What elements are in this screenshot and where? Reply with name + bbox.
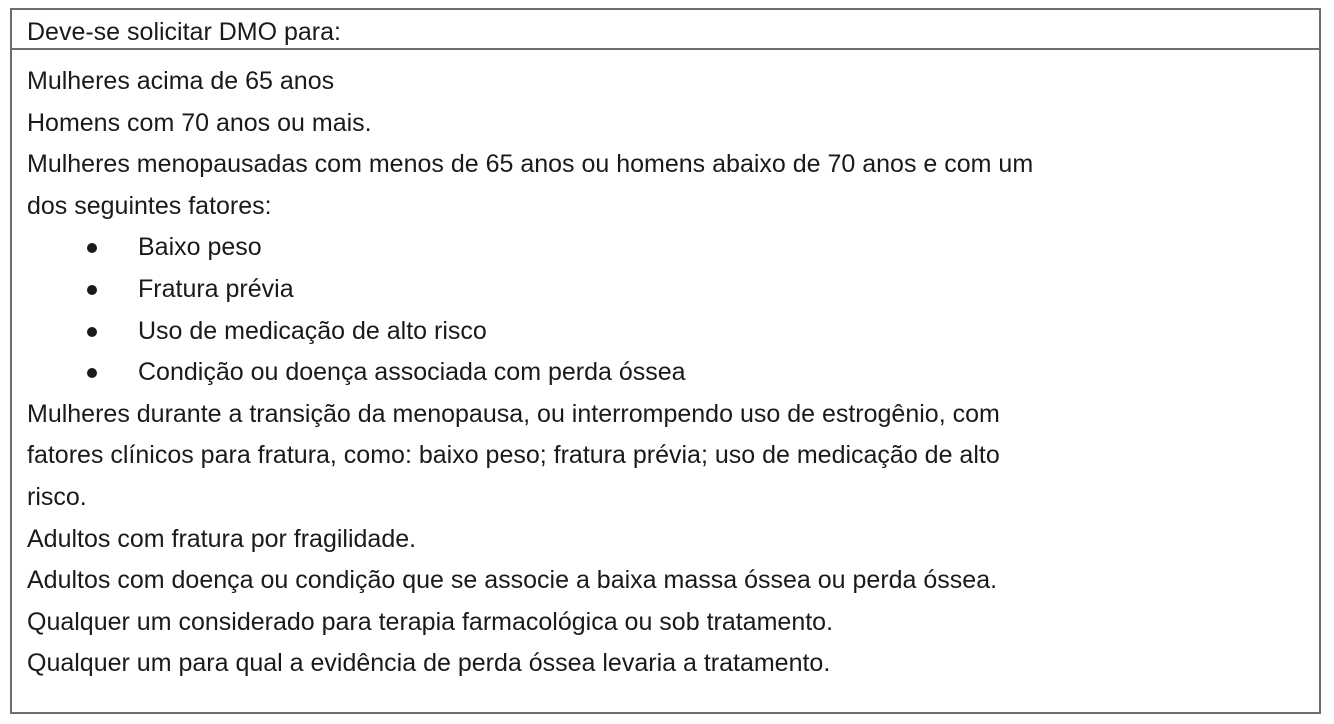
table-body-cell xyxy=(12,50,1319,685)
criterion-line: fatores clínicos para fratura, como: baixo peso; fratura prévia; uso de medicação de alto xyxy=(27,441,1000,470)
bullet-dot-icon xyxy=(87,285,97,295)
cropped-text-remnant xyxy=(196,0,456,3)
risk-factor-item xyxy=(27,269,1319,311)
criterion-line: Qualquer um para qual a evidência de perda óssea levaria a tratamento. xyxy=(27,649,831,678)
bullet-dot-icon xyxy=(87,327,97,337)
risk-factor-item xyxy=(27,311,1319,353)
table-header: Deve-se solicitar DMO para: xyxy=(12,10,1319,50)
criterion-line: Homens com 70 anos ou mais. xyxy=(27,108,372,137)
criterion-line: Adultos com doença ou condição que se associe a baixa massa óssea ou perda óssea. xyxy=(27,566,998,595)
criterion-line: Qualquer um considerado para terapia farmacológica ou sob tratamento. xyxy=(27,607,834,636)
criterion-line: Mulheres menopausadas com menos de 65 anos ou homens abaixo de 70 anos e com um xyxy=(27,150,1034,179)
criterion-line: Mulheres durante a transição da menopausa, ou interrompendo uso de estrogênio, com xyxy=(27,399,1000,428)
risk-factor-label: Fratura prévia xyxy=(138,274,294,303)
risk-factor-list xyxy=(27,227,1319,393)
criterion-line: risco. xyxy=(27,482,87,511)
risk-factor-item xyxy=(27,227,1319,269)
risk-factor-label: Uso de medicação de alto risco xyxy=(138,316,487,345)
risk-factor-label: Condição ou doença associada com perda óssea xyxy=(138,358,686,387)
cropped-text-above xyxy=(196,0,456,3)
criterion-line: dos seguintes fatores: xyxy=(27,191,272,220)
criterion-line: Mulheres acima de 65 anos xyxy=(27,67,335,95)
bullet-dot-icon xyxy=(87,243,97,253)
criterion-line: Adultos com fratura por fragilidade. xyxy=(27,524,417,553)
risk-factor-label: Baixo peso xyxy=(138,233,262,262)
criteria-table xyxy=(10,8,1321,714)
bullet-dot-icon xyxy=(87,368,97,378)
risk-factor-item xyxy=(27,352,1319,394)
